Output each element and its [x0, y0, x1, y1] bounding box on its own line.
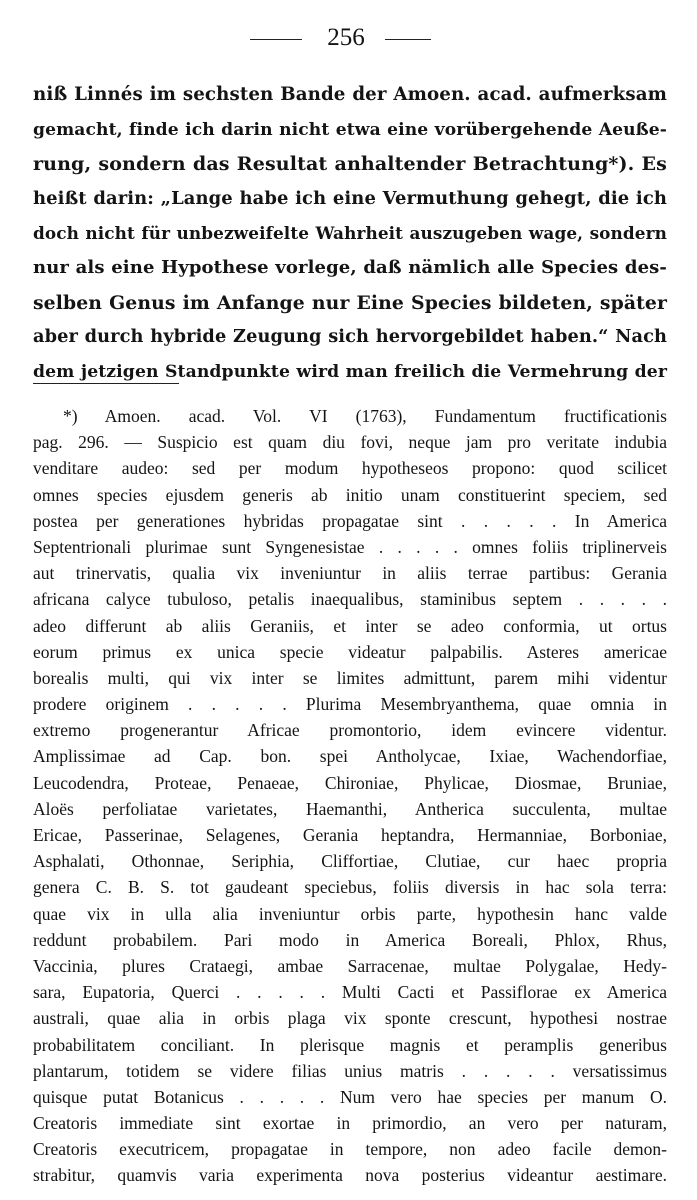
footnote-line: reddunt probabilem. Pari modo in America Boreali, Phlox, Rhus,	[33, 929, 667, 950]
main-text-block	[33, 78, 667, 389]
footnote-line: *) Amoen. acad. Vol. VI (1763), Fundamentum fructificationis	[63, 406, 667, 426]
footnote-line: quisque putat Botanicus . . . . . Num vero hae species per manum O.	[33, 1086, 667, 1107]
main-text-line: nur als eine Hypothese vorlege, daß nämlich alle Species des-	[33, 256, 667, 278]
footnote-line: prodere originem . . . . . Plurima Mesembryanthema, quae omnia in	[33, 694, 667, 715]
footnote-line: Creatoris executricem, propagatae in tempore, non adeo facile demon-	[33, 1139, 667, 1160]
footnote-line: genera C. B. S. tot gaudeant speciebus, foliis diversis in hac sola terra:	[33, 877, 667, 898]
main-text-line: aber durch hybride Zeugung sich hervorgebildet haben.“ Nach	[33, 326, 667, 348]
page-header	[0, 20, 697, 56]
footnote-line: pag. 296. — Suspicio est quam diu fovi, neque jam pro veritate indubia	[33, 432, 667, 453]
footnote-line: sara, Eupatoria, Querci . . . . . Multi Cacti et Passiflorae ex America	[33, 982, 667, 1003]
footnote-line: postea per generationes hybridas propagatae sint . . . . . In America	[33, 510, 667, 531]
footnote-line: aut trinervatis, qualia vix inveniuntur in aliis terrae partibus: Gerania	[33, 563, 667, 584]
footnote-line: Creatoris immediate sint exortae in primordio, an vero per naturam,	[33, 1113, 667, 1134]
footnote-line: Ericae, Passerinae, Selagenes, Gerania heptandra, Hermanniae, Borboniae,	[33, 825, 667, 845]
footnote-line: africana calyce tubuloso, petalis inaequalibus, staminibus septem . . . . .	[33, 589, 667, 610]
main-text-line: dem jetzigen Standpunkte wird man freilich die Vermehrung der	[33, 361, 667, 382]
footnote-line: Amplissimae ad Cap. bon. spei Antholycae, Ixiae, Wachendorfiae,	[33, 746, 667, 767]
footnote-line: eorum primus ex unica specie videatur palpabilis. Asteres americae	[33, 641, 667, 662]
header-rule-right	[385, 39, 431, 40]
main-text-line: doch nicht für unbezweifelte Wahrheit auszugeben wage, sondern	[33, 223, 667, 244]
main-text-line: rung, sondern das Resultat anhaltender Betrachtung*). Es	[33, 153, 667, 176]
footnote-line: omnes species ejusdem generis ab initio unam constituerint speciem, sed	[33, 484, 667, 505]
footnote-line: strabitur, quamvis varia experimenta nova posterius videantur aestimare.	[33, 1165, 667, 1186]
footnote-line: australi, quae alia in orbis plaga vix sponte crescunt, hypothesi nostrae	[33, 1008, 667, 1029]
header-rule-left	[250, 39, 302, 40]
footnote-line: extremo progenerantur Africae promontorio, idem evincere videntur.	[33, 720, 667, 741]
footnote-line: Vaccinia, plures Crataegi, ambae Sarracenae, multae Polygalae, Hedy-	[33, 955, 667, 976]
footnote-line: Asphalati, Othonnae, Seriphia, Cliffortiae, Clutiae, cur haec propria	[33, 851, 667, 872]
footnote-line: plantarum, totidem se videre filias unius matris . . . . . versatissimus	[33, 1060, 667, 1081]
footnote-line: quae vix in ulla alia inveniuntur orbis parte, hypothesin hanc valde	[33, 903, 667, 924]
footnote-line: Aloës perfoliatae varietates, Haemanthi, Antherica succulenta, multae	[33, 798, 667, 819]
footnote-line: Septentrionali plurimae sunt Syngenesistae . . . . . omnes foliis triplinerveis	[33, 536, 667, 557]
footnote-line: venditare audeo: sed per modum hypotheseos propono: quod scilicet	[33, 458, 667, 479]
footnote-block	[33, 403, 667, 1189]
main-text-line: selben Genus im Anfange nur Eine Species bildeten, später	[33, 291, 667, 314]
main-text-line: heißt darin: „Lange habe ich eine Vermuthung gehegt, die ich	[33, 187, 667, 209]
main-text-line: niß Linnés im sechsten Bande der Amoen. acad. aufmerksam	[33, 84, 667, 105]
page-number: 256	[327, 24, 365, 51]
footnote-separator	[33, 383, 179, 384]
footnote-line: Leucodendra, Proteae, Penaeae, Chironiae, Phylicae, Diosmae, Bruniae,	[33, 772, 667, 793]
footnote-line: borealis multi, qui vix inter se limites admittunt, parem mihi videntur	[33, 667, 667, 688]
main-text-line: gemacht, finde ich darin nicht etwa eine vorübergehende Aeuße-	[33, 119, 667, 140]
footnote-line: probabilitatem conciliant. In plerisque magnis et peramplis generibus	[33, 1034, 667, 1055]
footnote-line: adeo differunt ab aliis Geraniis, et inter se adeo conformia, ut ortus	[33, 615, 667, 636]
